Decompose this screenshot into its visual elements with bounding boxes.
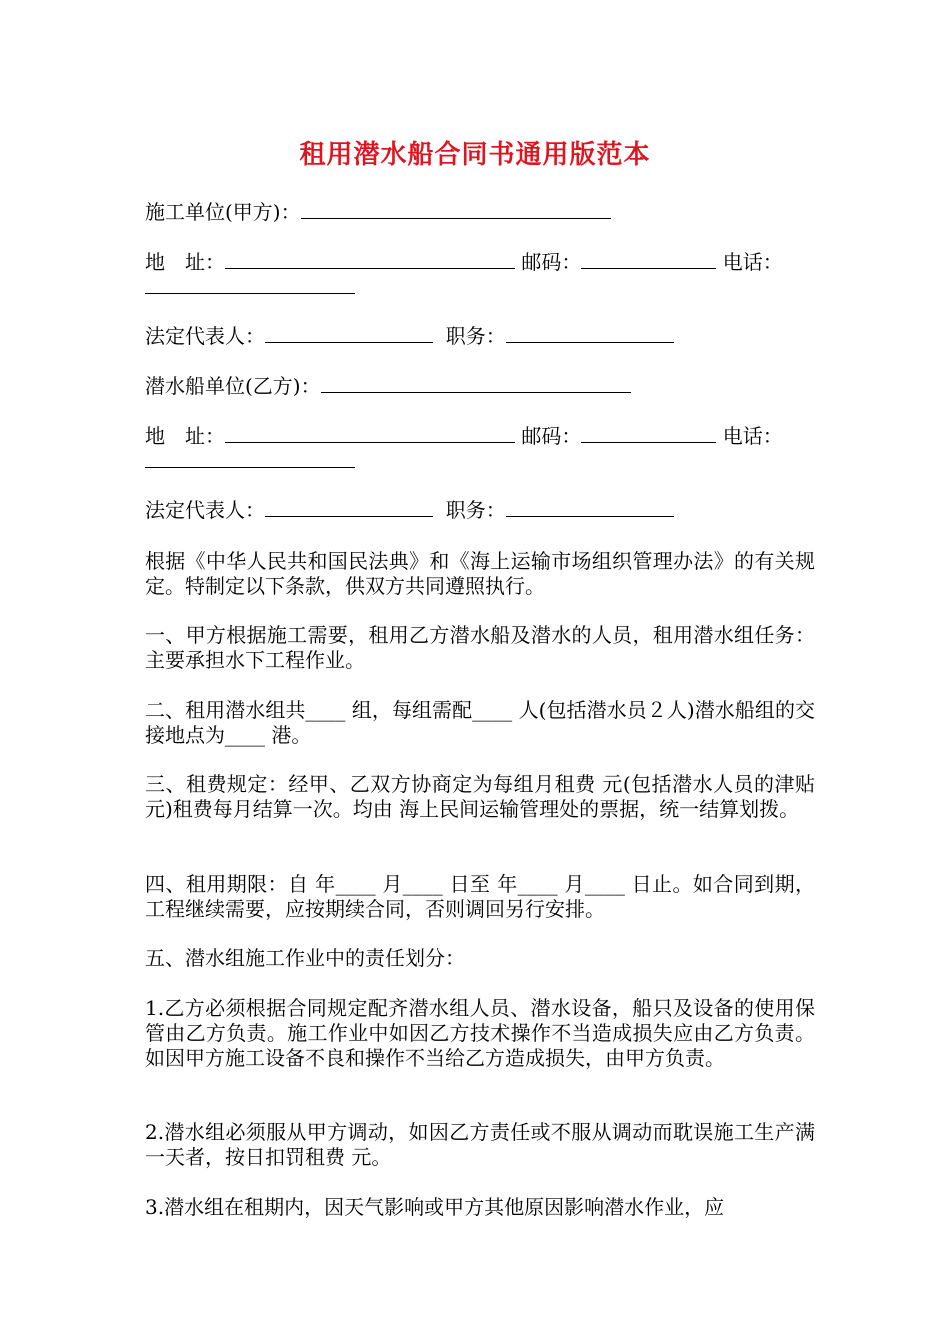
party-b-unit-line: [145, 374, 631, 399]
party-a-address-label: 地 址：: [145, 250, 225, 274]
paragraph-article-2: 二、租用潜水组共____ 组，每组需配____ 人(包括潜水员２人)潜水船组的交接地点为____ 港。: [145, 698, 815, 747]
party-a-address-blank: [225, 250, 515, 269]
party-a-unit-blank: [301, 200, 611, 219]
party-a-position-blank: [506, 324, 674, 343]
paragraph-article-5-1: 1.乙方必须根据合同规定配齐潜水组人员、潜水设备，船只及设备的使用保管由乙方负责。施工作业中如因乙方技术操作不当造成损失应由乙方负责。如因甲方施工设备不良和操作不当给乙方造成损失，由甲方负责。: [145, 996, 815, 1070]
paragraph-article-3: 三、租费规定：经甲、乙双方协商定为每组月租费 元(包括潜水人员的津贴 元)租费每月结算一次。均由 海上民间运输管理处的票据，统一结算划拨。: [145, 772, 815, 821]
party-a-phone-label: 电话：: [722, 250, 783, 274]
party-a-phone-line: [145, 275, 355, 300]
party-b-unit-blank: [321, 374, 631, 393]
party-b-address-line: [145, 424, 783, 449]
party-a-unit-line: [145, 200, 611, 225]
party-b-unit-label: 潜水船单位(乙方)：: [145, 374, 321, 398]
party-b-phone-blank: [145, 449, 355, 468]
party-b-address-label: 地 址：: [145, 424, 225, 448]
paragraph-intro: 根据《中华人民共和国民法典》和《海上运输市场组织管理办法》的有关规定。特制定以下条款，供双方共同遵照执行。: [145, 549, 815, 598]
party-a-unit-label: 施工单位(甲方)：: [145, 200, 301, 224]
party-b-postcode-blank: [581, 424, 716, 443]
party-b-phone-label: 电话：: [722, 424, 783, 448]
party-a-address-line: [145, 250, 783, 275]
party-a-postcode-blank: [581, 250, 716, 269]
document-title: 租用潜水船合同书通用版范本: [299, 140, 651, 170]
party-b-rep-label: 法定代表人：: [145, 498, 265, 522]
paragraph-article-4: 四、租用期限：自 年____ 月____ 日至 年____ 月____ 日止。如合同到期，工程继续需要，应按期续合同，否则调回另行安排。: [145, 872, 815, 921]
paragraph-article-5-3: 3.潜水组在租期内，因天气影响或甲方其他原因影响潜水作业，应: [145, 1195, 725, 1219]
party-b-rep-line: [145, 498, 674, 523]
party-b-postcode-label: 邮码：: [521, 424, 582, 448]
party-a-postcode-label: 邮码：: [521, 250, 582, 274]
party-a-rep-blank: [265, 324, 433, 343]
party-b-address-blank: [225, 424, 515, 443]
paragraph-article-5: 五、潜水组施工作业中的责任划分：: [145, 946, 465, 970]
party-b-rep-blank: [265, 498, 433, 517]
party-a-rep-label: 法定代表人：: [145, 324, 265, 348]
party-b-phone-line: [145, 449, 355, 474]
paragraph-article-5-2: 2.潜水组必须服从甲方调动，如因乙方责任或不服从调动而耽误施工生产满一天者，按日扣罚租费 元。: [145, 1120, 815, 1169]
party-a-phone-blank: [145, 275, 355, 294]
party-b-position-blank: [506, 498, 674, 517]
party-a-rep-line: [145, 324, 674, 349]
party-b-position-label: 职务：: [445, 498, 506, 522]
party-a-position-label: 职务：: [445, 324, 506, 348]
paragraph-article-1: 一、甲方根据施工需要，租用乙方潜水船及潜水的人员，租用潜水组任务：主要承担水下工程作业。: [145, 623, 815, 672]
